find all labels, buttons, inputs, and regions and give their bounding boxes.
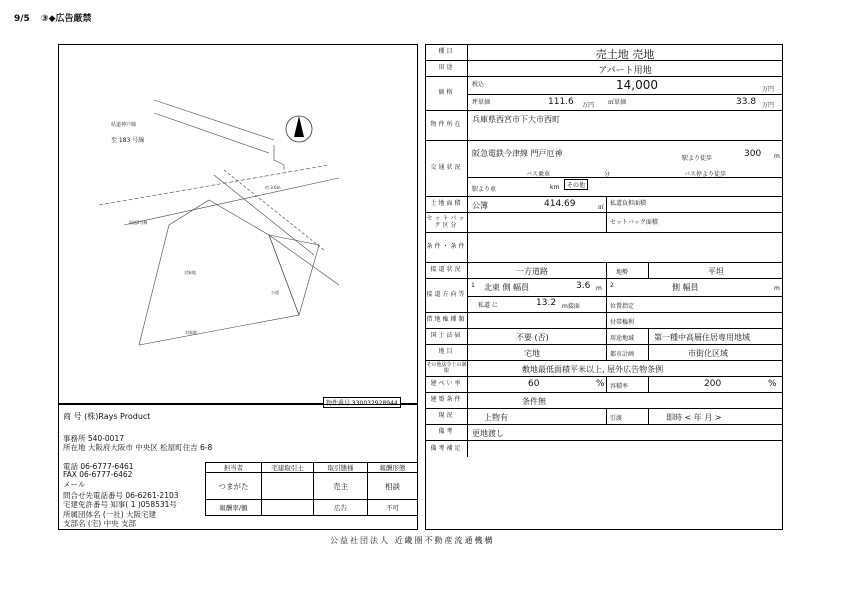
divider — [648, 329, 649, 344]
land-area: 414.69 — [544, 199, 576, 209]
page-header — [14, 11, 100, 24]
transaction-type: 売主 — [314, 473, 368, 500]
attached-label: 付帯権利 — [610, 319, 635, 326]
direction2-unit: m — [774, 285, 780, 292]
row-direction — [426, 279, 782, 313]
divider — [468, 94, 782, 95]
company-name: 商 号 (株)Rays Product — [63, 412, 151, 421]
divider — [648, 345, 649, 360]
remarks-value: 更地渡し — [472, 429, 504, 438]
remarks-label: 備考 — [426, 425, 468, 440]
property-spec-table — [425, 44, 783, 530]
contact-header: 報酬形態 — [368, 463, 418, 473]
frontage-value: 13.2 — [536, 298, 557, 308]
use-label: 用途 — [426, 61, 468, 76]
company-tel: 電話 06-6777-6461 — [63, 462, 134, 471]
direction2-number: 2 — [610, 282, 614, 289]
land-label: 土地面積 — [426, 197, 468, 212]
access-label: 交通状況 — [426, 141, 468, 196]
terrain-value: 平坦 — [708, 267, 724, 276]
map-route-a: 県道神戸線 — [111, 122, 137, 128]
divider — [468, 177, 782, 178]
row-land — [426, 197, 782, 213]
ad-label: 広告 — [314, 500, 368, 516]
row-road — [426, 263, 782, 279]
row-coverage — [426, 377, 782, 393]
divider — [606, 213, 607, 232]
contact-header: 担当者 — [206, 463, 262, 473]
bus-stop-walk: バス停より徒歩 — [684, 171, 727, 178]
bus-minutes: 分 — [604, 171, 611, 178]
row-extra — [426, 441, 782, 529]
map-road-label: 公道 — [271, 290, 279, 295]
far-value: 200 — [704, 379, 722, 389]
row-ground — [426, 345, 782, 361]
map-panel — [58, 44, 418, 404]
tsubo-unit: 万円 — [582, 102, 595, 109]
current-label: 現況 — [426, 409, 468, 424]
fee-rate-value — [262, 500, 314, 516]
divider — [606, 279, 607, 296]
bus-line: バス乗車 — [526, 171, 551, 178]
row-build — [426, 393, 782, 409]
price-value: 14,000 — [616, 78, 658, 92]
map-lot2-label: 対象地 — [185, 330, 197, 335]
ground-value: 宅地 — [524, 349, 540, 358]
notify-label: 国土法届 — [426, 329, 468, 344]
company-address: 所在地 大阪府大阪市 中央区 松屋町住吉 6-8 — [63, 443, 213, 452]
category-label: ③◆広告厳禁 — [40, 14, 92, 24]
land-kind: 公簿 — [472, 201, 488, 210]
public-road: 私道 に — [478, 302, 498, 309]
current-value: 上物有 — [484, 413, 508, 422]
position-label: 位置指定 — [610, 303, 635, 310]
contact-tel: 問合せ先電話番号 06-6261-2103 — [63, 491, 179, 500]
price-tax: 税込 — [472, 81, 485, 88]
map-boundary-line — [124, 178, 339, 225]
car-label: 駅より車 — [472, 186, 497, 193]
zone-label: 用途地域 — [610, 335, 635, 342]
direction1-text: 北東 側 幅員 — [484, 283, 530, 292]
row-setback — [426, 213, 782, 233]
setback-area-label: セットバック面積 — [610, 219, 658, 226]
build-label: 建築条件 — [426, 393, 468, 408]
limit-label: その他法令上の制限 — [426, 361, 468, 376]
contact-header: 取引態様 — [314, 463, 368, 473]
row-notify — [426, 329, 782, 345]
license-number: 宅建免許番号 知事( 1 )058531号 — [63, 500, 177, 509]
far-unit: % — [768, 379, 777, 389]
limit-value: 敷地最低面積平米以上, 屋外広告物条例 — [522, 365, 664, 374]
coverage-unit: % — [596, 379, 605, 389]
private-road-label: 私道負担面積 — [610, 200, 647, 207]
map-route-b: 国道2号線 — [129, 220, 148, 225]
direction1-width: 3.6 — [576, 281, 591, 291]
lot-polygon-2 — [269, 235, 319, 315]
tsubo-label: 坪単価 — [472, 99, 491, 106]
ground-label: 地目 — [426, 345, 468, 360]
divider — [468, 296, 782, 297]
setback-label: セットバック区分 — [426, 213, 468, 232]
far-label: 容積率 — [610, 383, 629, 390]
type-value: 売土地 売地 — [595, 48, 655, 61]
car-unit: km — [550, 184, 560, 191]
other-access: その他 — [564, 179, 588, 190]
map-width-label: 約 3.6m — [265, 185, 281, 190]
row-remarks — [426, 425, 782, 441]
map-boundary-line — [224, 170, 324, 250]
direction1-number: 1 — [471, 282, 475, 289]
row-use — [426, 61, 782, 77]
row-limit — [426, 361, 782, 377]
row-location — [426, 111, 782, 141]
direction1-unit: m — [596, 285, 602, 292]
association: 所属団体名 (一社) 大阪宅建 — [63, 510, 157, 519]
frontage-unit: m接面 — [562, 303, 580, 310]
map-drawing — [59, 45, 419, 405]
divider — [648, 377, 649, 392]
contact-person: つまがた — [206, 473, 262, 500]
walk-value: 300 — [744, 149, 762, 159]
station-line: 阪急電鉄今津線 門戸厄神 — [472, 149, 563, 158]
contact-agent — [262, 473, 314, 500]
lease-label: 借地権種類 — [426, 313, 468, 328]
map-lot1-label: 対象地 — [184, 270, 196, 275]
price-label: 価格 — [426, 77, 468, 110]
map-road-line — [274, 145, 284, 170]
row-conditions — [426, 233, 782, 263]
fee-type: 相談 — [368, 473, 418, 500]
divider — [606, 263, 607, 278]
divider — [606, 377, 607, 392]
row-current — [426, 409, 782, 425]
direction2-text: 側 幅員 — [672, 283, 699, 292]
location-value: 兵庫県西宮市下大市西町 — [472, 115, 560, 124]
conditions-label: 条件・条件 — [426, 233, 468, 262]
lot-polygon-1 — [139, 200, 299, 345]
divider — [606, 296, 607, 312]
plan-value: 市街化区域 — [688, 349, 728, 358]
tsubo-value: 111.6 — [548, 97, 574, 107]
divider — [648, 263, 649, 278]
divider — [606, 409, 607, 424]
row-type — [426, 45, 782, 61]
divider — [648, 409, 649, 424]
direction-label: 接道方向等 — [426, 279, 468, 312]
location-label: 物件所在 — [426, 111, 468, 140]
land-unit: ㎡ — [598, 204, 605, 211]
road-label: 接道状況 — [426, 263, 468, 278]
row-price — [426, 77, 782, 111]
handover-value: 即時 < 年 月 > — [666, 413, 722, 422]
divider — [606, 329, 607, 344]
contact-table — [205, 462, 418, 516]
price-unit: 万円 — [762, 86, 775, 93]
sqm-value: 33.8 — [736, 97, 757, 107]
build-value: 条件無 — [522, 397, 546, 406]
use-value: アパート用地 — [598, 66, 652, 76]
divider — [606, 197, 607, 212]
sqm-label: ㎡単価 — [608, 99, 627, 106]
road-value: 一方道路 — [516, 267, 548, 276]
coverage-value: 60 — [528, 379, 540, 389]
notify-value: 不要 (否) — [516, 333, 549, 342]
footer-organization: 公益社団法人 近畿圏不動産流通機構 — [330, 536, 495, 545]
office-postal: 事務所 540-0017 — [63, 434, 124, 443]
row-lease — [426, 313, 782, 329]
divider — [606, 313, 607, 328]
contact-header: 宅建取引士 — [262, 463, 314, 473]
reference-number: 物件番号 330032928944 — [323, 397, 401, 408]
map-route-label: 至 183 号線 — [111, 137, 145, 144]
company-mail: メール — [63, 480, 86, 489]
branch: 支部名 (宅) 中央 支部 — [63, 519, 137, 528]
ad-value: 不可 — [368, 500, 418, 516]
walk-unit: m — [774, 153, 780, 160]
divider — [606, 345, 607, 360]
type-label: 種目 — [426, 45, 468, 60]
handover-label: 引渡 — [610, 415, 623, 422]
company-fax: FAX 06-6777-6462 — [63, 470, 133, 479]
terrain-label: 地勢 — [616, 269, 629, 276]
sqm-unit: 万円 — [762, 102, 775, 109]
row-access — [426, 141, 782, 197]
extra-label: 備考補足 — [426, 441, 468, 457]
walk-label: 駅より徒歩 — [682, 155, 713, 162]
zone-value: 第一種中高層住居専用地域 — [654, 333, 750, 342]
map-boundary-line — [99, 165, 329, 205]
plan-label: 都市計画 — [610, 351, 635, 358]
map-boundary-line — [269, 235, 339, 285]
coverage-label: 建ぺい率 — [426, 377, 468, 392]
page-number: 9/5 — [14, 14, 30, 24]
fee-rate-label: 報酬率/額 — [206, 500, 262, 516]
